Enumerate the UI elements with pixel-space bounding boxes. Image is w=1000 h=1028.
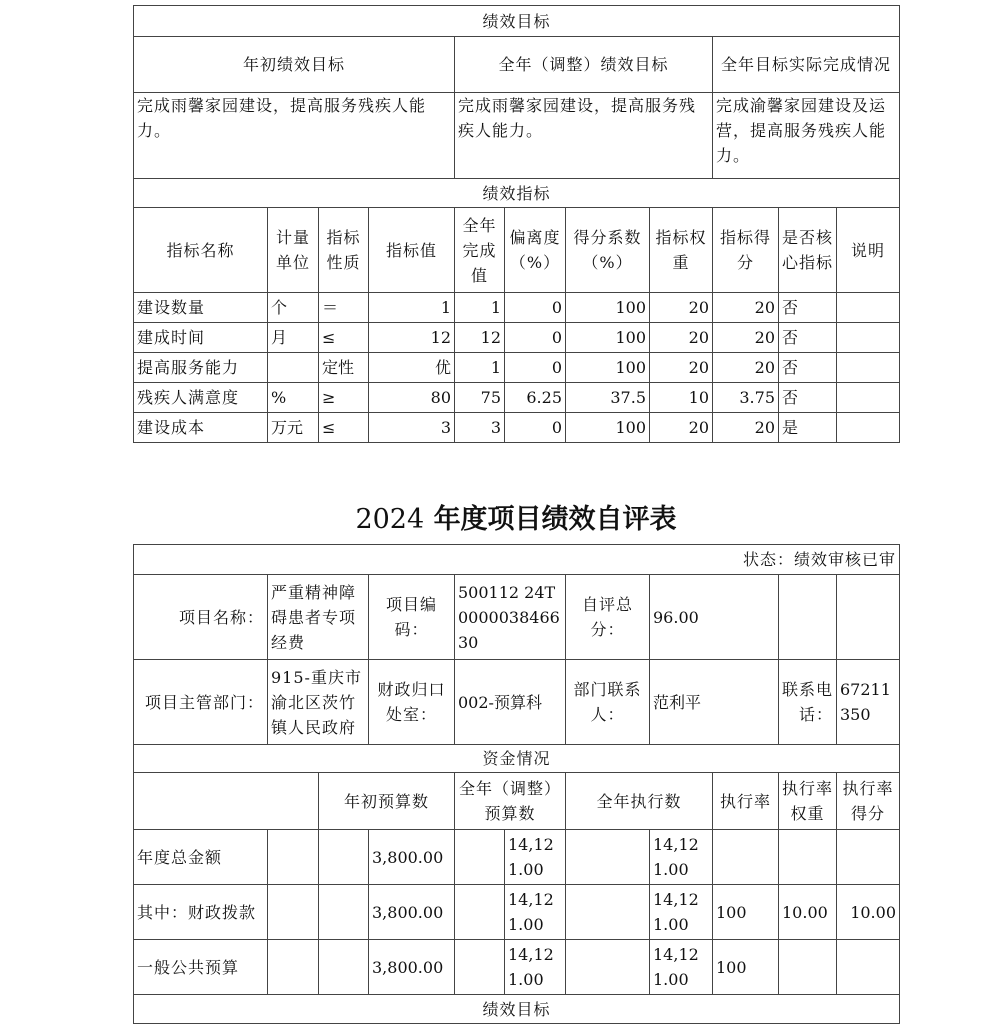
- col-indicator-name: 指标名称: [134, 208, 268, 293]
- is-core: 否: [779, 293, 837, 323]
- empty-cell: [455, 830, 505, 885]
- status-badge: 状态：绩效审核已审: [134, 545, 900, 575]
- finance-office: 002-预算科: [455, 660, 566, 745]
- initial-budget: 3,800.00: [369, 940, 455, 995]
- initial-budget: 3,800.00: [369, 830, 455, 885]
- indicator-name: 残疾人满意度: [134, 383, 268, 413]
- unit: 个: [268, 293, 319, 323]
- exec-rate: [713, 830, 779, 885]
- empty-cell: [319, 830, 369, 885]
- weight: 20: [650, 323, 713, 353]
- funds-row-label: 年度总金额: [134, 830, 268, 885]
- score: 20: [713, 353, 779, 383]
- col-weight: 指标权重: [650, 208, 713, 293]
- performance-table-upper: [133, 5, 900, 443]
- table-row: [134, 940, 900, 995]
- deviation: 0: [505, 353, 566, 383]
- coefficient: 100: [566, 293, 650, 323]
- col-adjusted-budget: 全年（调整）预算数: [455, 773, 566, 830]
- coefficient: 100: [566, 323, 650, 353]
- contact-label: 部门联系人：: [566, 660, 650, 745]
- weight: 20: [650, 293, 713, 323]
- funds-row-label: 一般公共预算: [134, 940, 268, 995]
- empty-cell: [779, 575, 837, 660]
- exec-weight: [779, 830, 837, 885]
- note: [837, 323, 900, 353]
- is-core: 否: [779, 323, 837, 353]
- col-exec-score: 执行率得分: [837, 773, 900, 830]
- self-score: 96.00: [650, 575, 779, 660]
- actual-value: 75: [455, 383, 505, 413]
- actual-value: 1: [455, 353, 505, 383]
- executed-amount: 14,121.00: [650, 885, 713, 940]
- exec-score: [837, 830, 900, 885]
- nature: ＝: [319, 293, 369, 323]
- indicator-name: 建设成本: [134, 413, 268, 443]
- note: [837, 293, 900, 323]
- coefficient: 37.5: [566, 383, 650, 413]
- note: [837, 383, 900, 413]
- adjusted-budget: 14,121.00: [505, 830, 566, 885]
- phone-number: 67211350: [837, 660, 900, 745]
- contact-person: 范利平: [650, 660, 779, 745]
- is-core: 否: [779, 353, 837, 383]
- phone-label: 联系电话：: [779, 660, 837, 745]
- weight: 20: [650, 353, 713, 383]
- is-core: 否: [779, 383, 837, 413]
- deviation: 0: [505, 413, 566, 443]
- self-score-label: 自评总分：: [566, 575, 650, 660]
- coefficient: 100: [566, 353, 650, 383]
- exec-score: 10.00: [837, 885, 900, 940]
- table-row: [134, 830, 900, 885]
- goal-section-header: 绩效目标: [134, 6, 900, 37]
- funds-section-header: 资金情况: [134, 745, 900, 773]
- col-actual: 全年完成值: [455, 208, 505, 293]
- funds-row-label: 其中：财政拨款: [134, 885, 268, 940]
- adjusted-budget: 14,121.00: [505, 940, 566, 995]
- finance-label: 财政归口处室：: [369, 660, 455, 745]
- table-row: [134, 885, 900, 940]
- empty-cell: [455, 940, 505, 995]
- empty-cell: [566, 830, 650, 885]
- target-value: 12: [369, 323, 455, 353]
- actual-completion-text: 完成渝馨家园建设及运营，提高服务残疾人能力。: [713, 93, 900, 179]
- target-value: 1: [369, 293, 455, 323]
- actual-value: 1: [455, 293, 505, 323]
- unit: 月: [268, 323, 319, 353]
- dept-label: 项目主管部门：: [134, 660, 268, 745]
- deviation: 6.25: [505, 383, 566, 413]
- empty-cell: [566, 885, 650, 940]
- adjusted-budget: 14,121.00: [505, 885, 566, 940]
- note: [837, 413, 900, 443]
- empty-cell: [566, 940, 650, 995]
- weight: 20: [650, 413, 713, 443]
- adjusted-goal-header: 全年（调整）绩效目标: [455, 37, 713, 93]
- actual-value: 3: [455, 413, 505, 443]
- col-coefficient: 得分系数（%）: [566, 208, 650, 293]
- executed-amount: 14,121.00: [650, 940, 713, 995]
- table-row: [134, 293, 900, 323]
- unit: [268, 353, 319, 383]
- indicator-column-headers: [134, 208, 900, 293]
- indicator-section-header: 绩效指标: [134, 179, 900, 208]
- deviation: 0: [505, 323, 566, 353]
- empty-cell: [319, 940, 369, 995]
- report-title-year: 2024: [355, 504, 425, 535]
- note: [837, 353, 900, 383]
- col-exec-rate: 执行率: [713, 773, 779, 830]
- project-code: 500112 24T000003846630: [455, 575, 566, 660]
- empty-cell: [455, 885, 505, 940]
- initial-budget: 3,800.00: [369, 885, 455, 940]
- initial-goal-text: 完成雨馨家园建设，提高服务残疾人能力。: [134, 93, 455, 179]
- actual-value: 12: [455, 323, 505, 353]
- project-name: 严重精神障碍患者专项经费: [268, 575, 369, 660]
- report-title-text: 年度项目绩效自评表: [433, 504, 677, 535]
- exec-rate: 100: [713, 940, 779, 995]
- table-row: [134, 413, 900, 443]
- exec-weight: 10.00: [779, 885, 837, 940]
- col-unit: 计量单位: [268, 208, 319, 293]
- table-row: [134, 353, 900, 383]
- score: 3.75: [713, 383, 779, 413]
- indicator-name: 提高服务能力: [134, 353, 268, 383]
- target-value: 3: [369, 413, 455, 443]
- unit: 万元: [268, 413, 319, 443]
- col-exec-weight: 执行率权重: [779, 773, 837, 830]
- self-evaluation-table: [133, 544, 900, 1024]
- score: 20: [713, 293, 779, 323]
- coefficient: 100: [566, 413, 650, 443]
- empty-cell: [837, 575, 900, 660]
- col-core: 是否核心指标: [779, 208, 837, 293]
- initial-goal-header: 年初绩效目标: [134, 37, 455, 93]
- empty-cell: [268, 830, 319, 885]
- actual-completion-header: 全年目标实际完成情况: [713, 37, 900, 93]
- score: 20: [713, 323, 779, 353]
- report-title: [133, 500, 899, 540]
- target-value: 优: [369, 353, 455, 383]
- project-code-label: 项目编码：: [369, 575, 455, 660]
- col-initial-budget: 年初预算数: [319, 773, 455, 830]
- executed-amount: 14,121.00: [650, 830, 713, 885]
- deviation: 0: [505, 293, 566, 323]
- project-name-label: 项目名称：: [134, 575, 268, 660]
- target-value: 80: [369, 383, 455, 413]
- goal-section-header: 绩效目标: [134, 995, 900, 1024]
- table-row: [134, 383, 900, 413]
- exec-weight: [779, 940, 837, 995]
- empty-cell: [268, 940, 319, 995]
- score: 20: [713, 413, 779, 443]
- col-note: 说明: [837, 208, 900, 293]
- table-row: [134, 323, 900, 353]
- indicator-name: 建成时间: [134, 323, 268, 353]
- empty-cell: [319, 885, 369, 940]
- col-nature: 指标性质: [319, 208, 369, 293]
- col-executed: 全年执行数: [566, 773, 713, 830]
- nature: ≤: [319, 413, 369, 443]
- exec-rate: 100: [713, 885, 779, 940]
- col-target: 指标值: [369, 208, 455, 293]
- unit: %: [268, 383, 319, 413]
- is-core: 是: [779, 413, 837, 443]
- exec-score: [837, 940, 900, 995]
- nature: ≥: [319, 383, 369, 413]
- weight: 10: [650, 383, 713, 413]
- empty-cell: [268, 885, 319, 940]
- indicator-name: 建设数量: [134, 293, 268, 323]
- adjusted-goal-text: 完成雨馨家园建设，提高服务残疾人能力。: [455, 93, 713, 179]
- col-deviation: 偏离度（%）: [505, 208, 566, 293]
- nature: ≤: [319, 323, 369, 353]
- funds-corner-cell: [134, 773, 319, 830]
- nature: 定性: [319, 353, 369, 383]
- col-score: 指标得分: [713, 208, 779, 293]
- dept: 915-重庆市渝北区茨竹镇人民政府: [268, 660, 369, 745]
